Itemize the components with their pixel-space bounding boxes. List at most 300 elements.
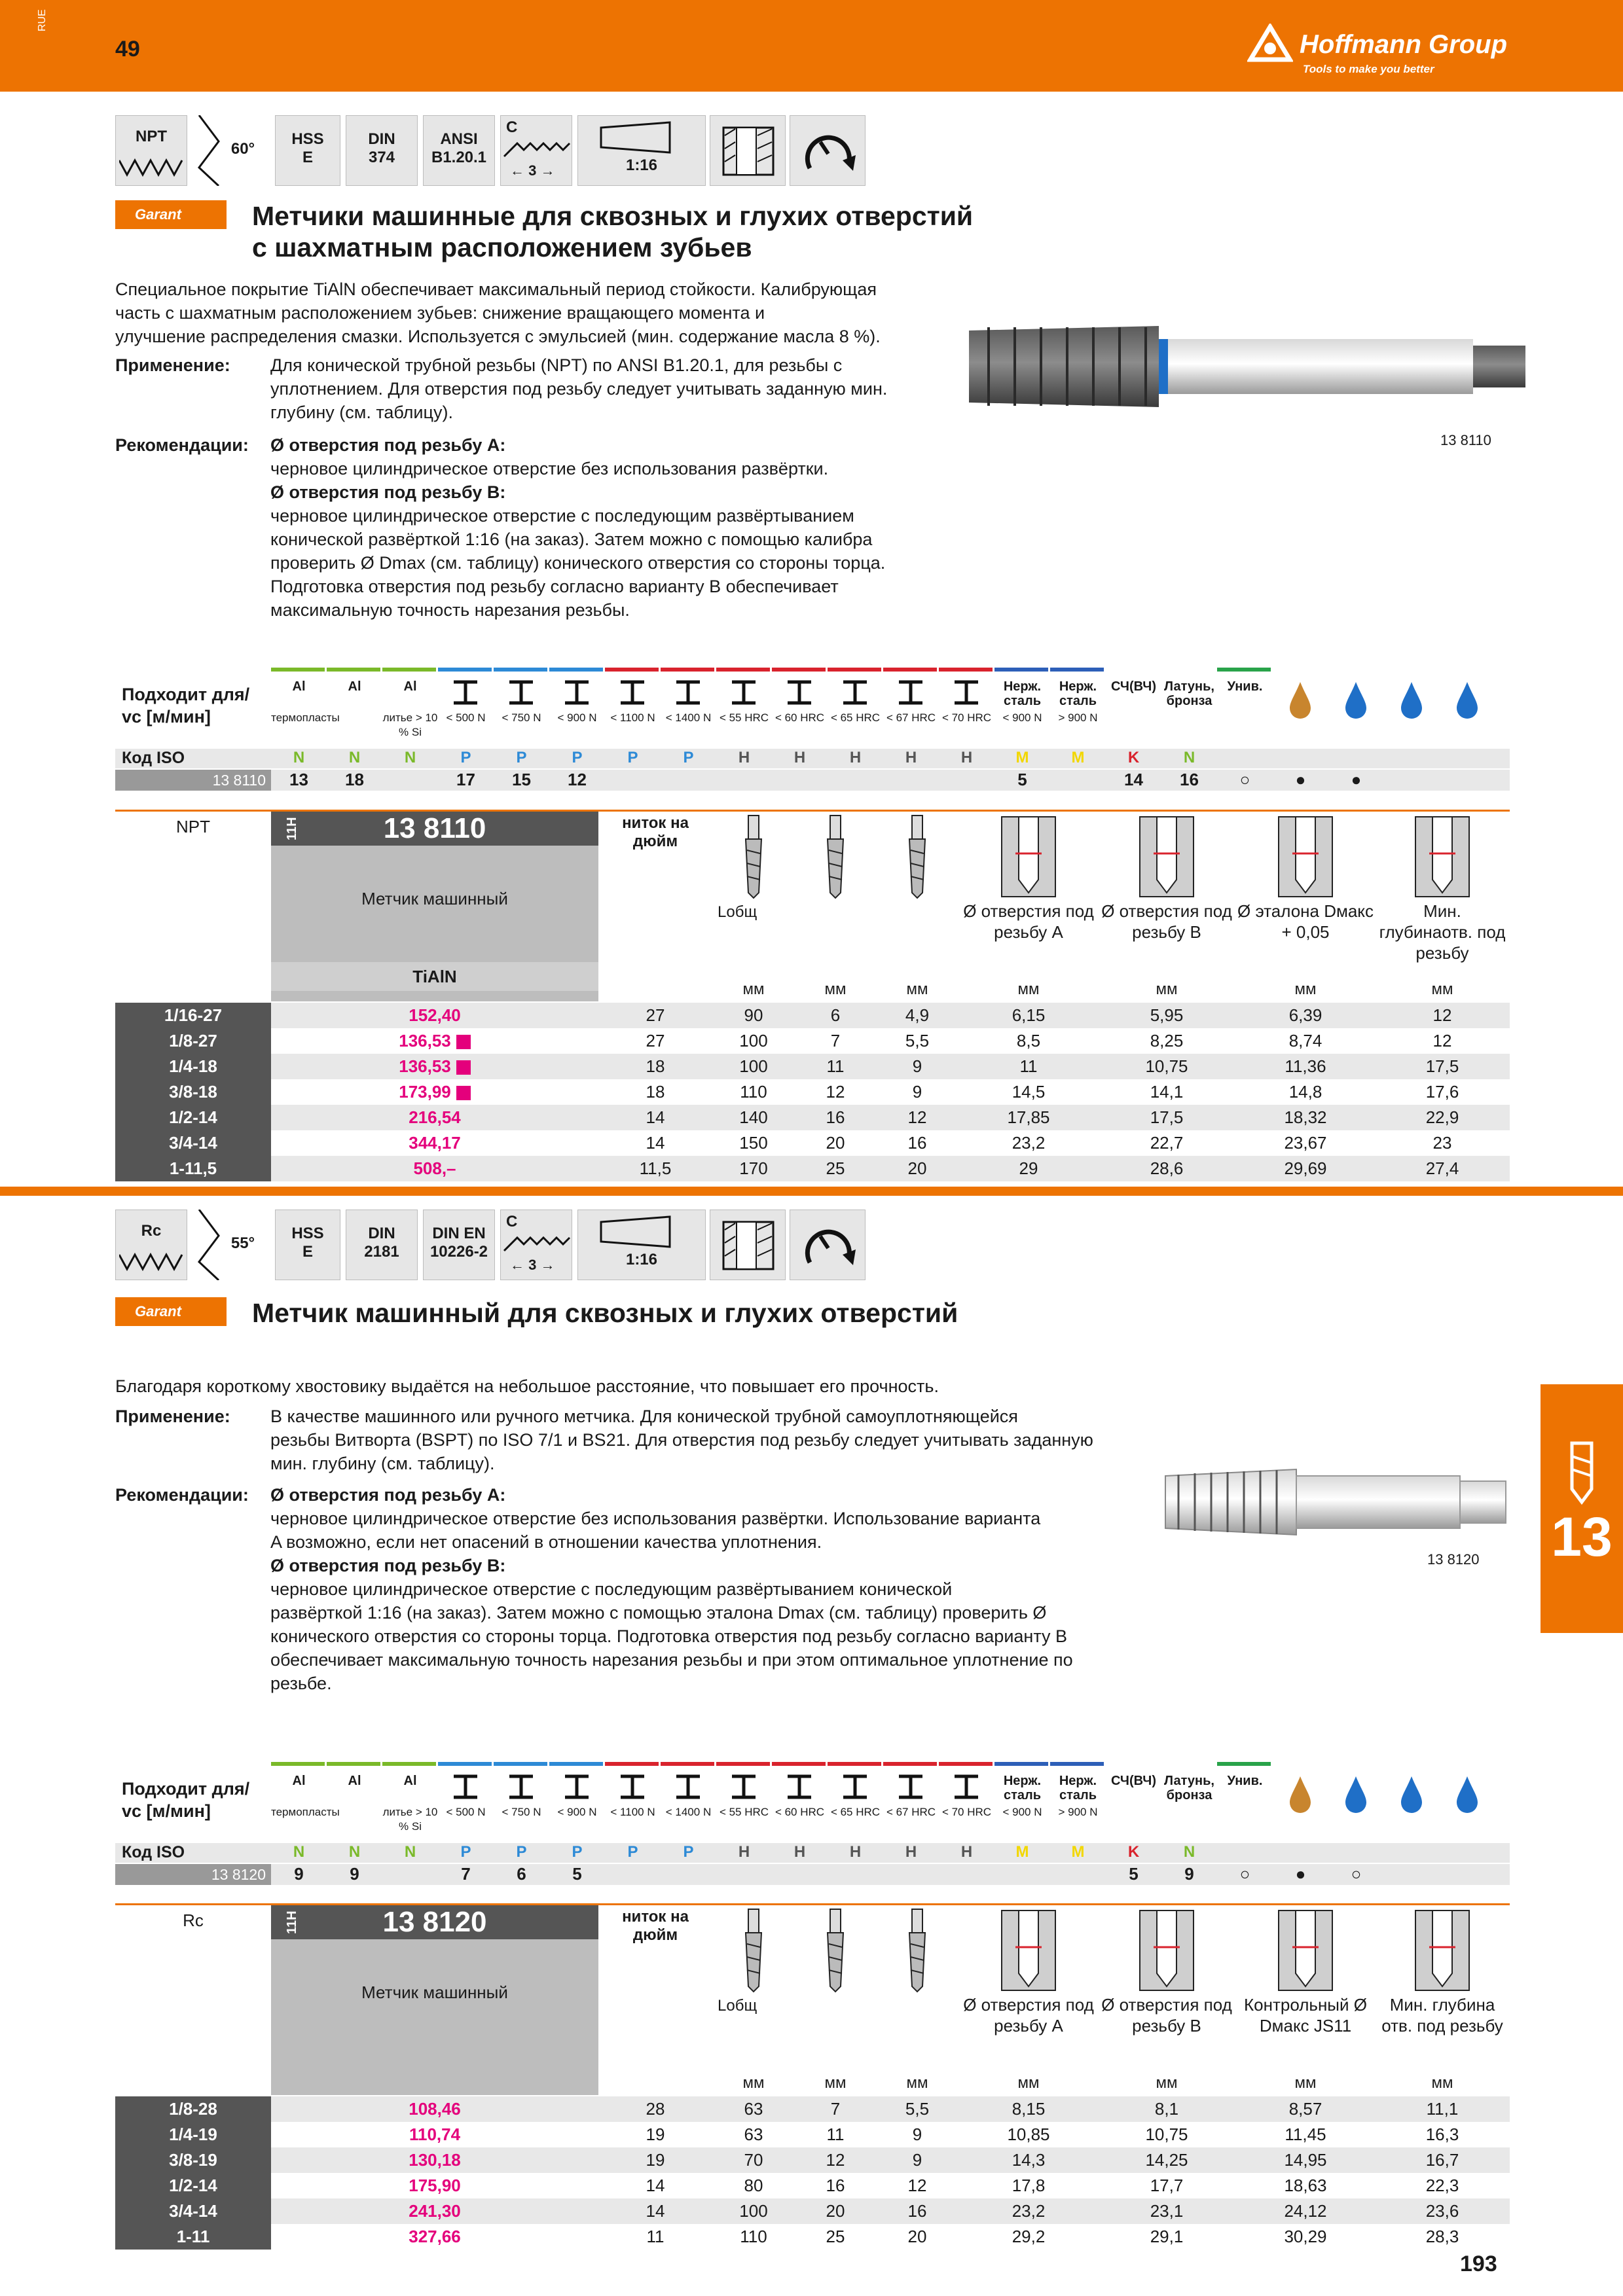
table-row xyxy=(115,2147,1510,2173)
description-line: улучшение распределения смазки. Используется с эмульсией (мин. содержание масла 8 %). xyxy=(115,327,881,346)
tap-description: Метчик машинный xyxy=(361,1982,508,2002)
chamfer-label: C xyxy=(506,1213,518,1230)
oil-drop-icon xyxy=(1286,679,1315,719)
material-spec: < 55 HRC xyxy=(719,1806,769,1818)
cell-value: 27 xyxy=(646,1005,665,1025)
hole-dimension-icon xyxy=(1137,1908,1196,1993)
suitable-label: Подходит для/ xyxy=(122,1779,250,1799)
cell-value: 11,36 xyxy=(1285,1056,1326,1076)
iso-label: Код ISO xyxy=(122,1843,185,1861)
cell-value: 16 xyxy=(907,2201,927,2221)
cell-value: 14 xyxy=(646,1133,665,1153)
standards-icon-row xyxy=(115,115,835,187)
tap-dimension-icon xyxy=(742,1908,765,1993)
hole-dimension-icon xyxy=(1276,1908,1335,1993)
cell-value: 5,5 xyxy=(905,1031,930,1050)
material-color-bar xyxy=(1328,668,1382,672)
column-header: Контрольный Ø Dмакс JS11 xyxy=(1244,1995,1367,2036)
cell-value: 25 xyxy=(826,2227,845,2246)
thread-type-label: NPT xyxy=(136,128,167,145)
iso-code: M xyxy=(1071,749,1085,766)
cell-value: 7 xyxy=(830,1031,841,1050)
thread-size: 1/4-18 xyxy=(115,1054,271,1079)
recommendation-line: черновое цилиндрическое отверстие без использования развёртки. Использование варианта xyxy=(270,1509,1041,1528)
material-suitability-table xyxy=(115,1762,1510,1890)
price-value: 173,99 xyxy=(399,1082,451,1102)
material-spec: < 1100 N xyxy=(610,711,655,724)
unit-label: мм xyxy=(1156,2074,1178,2092)
material-name: Латунь, бронза xyxy=(1163,1774,1214,1803)
garant-badge: Garant xyxy=(115,200,227,229)
cell-value: 6,39 xyxy=(1288,1005,1322,1025)
cell-value: 18,63 xyxy=(1284,2176,1327,2195)
cell-value: 20 xyxy=(907,1158,927,1178)
price-value: 152,40 xyxy=(409,1005,461,1025)
cell-value: 17,5 xyxy=(1150,1107,1184,1127)
description-line: Специальное покрытие TiAlN обеспечивает максимальный период стойкости. Калибрующая xyxy=(115,279,877,299)
tap-image-npt xyxy=(962,314,1539,419)
hole-dimension-icon xyxy=(1413,814,1472,899)
speed-value: 6 xyxy=(517,1864,526,1884)
price xyxy=(271,2096,598,2122)
hole-dimension-icon xyxy=(1276,814,1335,899)
cell-value: 63 xyxy=(744,2099,763,2119)
tap-dimension-icon xyxy=(824,814,847,899)
material-spec: < 500 N xyxy=(446,1806,486,1818)
material-spec: < 67 HRC xyxy=(886,1806,936,1818)
iso-code: M xyxy=(1015,749,1029,766)
recommendation-line: конической развёрткой 1:16 (на заказ). Затем можно с помощью калибра xyxy=(270,529,873,549)
cell-value: 14,3 xyxy=(1012,2150,1046,2170)
price-value: 110,74 xyxy=(409,2125,461,2144)
cell-value: 16 xyxy=(826,1107,845,1127)
cell-value: 110 xyxy=(740,1082,767,1102)
material-color-bar xyxy=(772,1762,826,1766)
material-color-bar xyxy=(716,1762,770,1766)
material-spec: < 70 HRC xyxy=(941,1806,992,1818)
iso-code: N xyxy=(404,749,416,766)
material-spec: < 60 HRC xyxy=(775,711,825,724)
cell-value: 8,1 xyxy=(1154,2099,1179,2119)
unit-label: мм xyxy=(1017,2074,1040,2092)
material-name: Нерж. сталь xyxy=(1003,1774,1042,1803)
material-color-bar xyxy=(883,1762,937,1766)
icon-label: HSS E xyxy=(291,1225,324,1261)
angle-label: 60° xyxy=(230,140,255,158)
price xyxy=(271,2224,598,2250)
column-header: Ø отверстия под резьбу B xyxy=(1101,901,1232,942)
cell-value: 140 xyxy=(739,1107,768,1127)
steel-profile-icon xyxy=(841,1774,869,1800)
material-color-bar xyxy=(1106,1762,1159,1766)
recommendation-line: конического отверстия со стороны торца. Подготовка отверстия под резьбу согласно варианту B xyxy=(270,1626,1068,1646)
material-spec: > 900 N xyxy=(1058,1806,1098,1818)
article-number-label: 13 8110 xyxy=(383,812,486,844)
application-label: Применение: xyxy=(115,1407,230,1426)
speed-value: 16 xyxy=(1180,770,1199,789)
iso-code: P xyxy=(627,1843,638,1861)
cell-value: 20 xyxy=(826,1133,845,1153)
recommendations-label: Рекомендации: xyxy=(115,1485,249,1505)
cell-value: 5,5 xyxy=(905,2099,930,2119)
cell-value: 110 xyxy=(740,2227,767,2246)
material-spec: < 750 N xyxy=(501,711,541,724)
speed-value: 9 xyxy=(350,1864,359,1884)
speed-value: 9 xyxy=(1184,1864,1194,1884)
hole-type-icon xyxy=(710,1210,786,1280)
speed-value: 17 xyxy=(456,770,475,789)
material-color-bar xyxy=(382,668,436,672)
cell-value: 90 xyxy=(744,1005,763,1025)
iso-code: P xyxy=(683,749,694,766)
iso-code: H xyxy=(793,1843,806,1861)
cell-value: 5,95 xyxy=(1150,1005,1184,1025)
chamfer-length: ← 3 → xyxy=(510,1257,555,1273)
article-code: 13 8110 xyxy=(115,770,271,791)
material-color-bar xyxy=(1050,1762,1104,1766)
taper-icon xyxy=(577,1210,706,1280)
recommendations-label: Рекомендации: xyxy=(115,435,249,455)
cell-value: 150 xyxy=(739,1133,768,1153)
steel-profile-icon xyxy=(785,1774,814,1800)
cell-value: 29,1 xyxy=(1150,2227,1184,2246)
thread-size: 1-11 xyxy=(115,2224,271,2250)
tap-description: Метчик машинный xyxy=(361,889,508,908)
material-spec: < 55 HRC xyxy=(719,711,769,724)
recommendation-line: черновое цилиндрическое отверстие с последующим развёртыванием конической xyxy=(270,1579,953,1599)
language-code: RUE xyxy=(37,9,48,31)
iso-code: M xyxy=(1071,1843,1085,1861)
material-color-bar xyxy=(605,668,659,672)
hole-dimension-icon xyxy=(999,814,1058,899)
column-header: Ø эталона Dмакс + 0,05 xyxy=(1237,901,1374,942)
cell-value: 18 xyxy=(646,1082,665,1102)
cell-value: 18 xyxy=(646,1056,665,1076)
cell-value: 8,5 xyxy=(1016,1031,1041,1050)
stock-marker xyxy=(456,1060,471,1075)
article-number xyxy=(271,812,598,846)
iso-code: N xyxy=(293,1843,305,1861)
speed-value: 5 xyxy=(1129,1864,1139,1884)
unit-label: мм xyxy=(1431,2074,1453,2092)
material-color-bar xyxy=(1384,1762,1438,1766)
cell-value: 30,29 xyxy=(1284,2227,1327,2246)
steel-profile-icon xyxy=(507,679,536,706)
table-row xyxy=(115,2122,1510,2147)
cell-value: 80 xyxy=(744,2176,763,2195)
steel-profile-icon xyxy=(896,1774,925,1800)
speed-value: 15 xyxy=(512,770,531,789)
iso-code: P xyxy=(460,749,471,766)
price xyxy=(271,2147,598,2173)
material-spec: < 900 N xyxy=(1002,1806,1042,1818)
iso-code: H xyxy=(793,749,806,766)
price-value: 241,30 xyxy=(409,2201,461,2221)
cell-value: 23,2 xyxy=(1012,1133,1046,1153)
cell-value: 6,15 xyxy=(1012,1005,1046,1025)
table-row xyxy=(115,1156,1510,1181)
steel-profile-icon xyxy=(841,679,869,706)
price xyxy=(271,1130,598,1156)
material-color-bar xyxy=(549,1762,603,1766)
material-color-bar xyxy=(1161,668,1215,672)
material-suitability-table xyxy=(115,668,1510,795)
section-subtitle: с шахматным расположением зубьев xyxy=(252,232,752,262)
steel-profile-icon xyxy=(562,1774,591,1800)
rotation-icon xyxy=(790,1210,866,1280)
cell-value: 14,95 xyxy=(1284,2150,1327,2170)
emulsion-drop-icon xyxy=(1341,679,1370,719)
cell-value: 170 xyxy=(739,1158,768,1178)
material-spec: < 500 N xyxy=(446,711,486,724)
cell-value: 8,15 xyxy=(1012,2099,1046,2119)
material-spec: < 1400 N xyxy=(665,711,712,724)
cell-value: 9 xyxy=(912,1082,922,1102)
din-icon xyxy=(346,115,418,186)
thread-type-label: Rc xyxy=(141,1222,162,1240)
material-color-bar xyxy=(605,1762,659,1766)
cell-value: 8,25 xyxy=(1150,1031,1184,1050)
cell-value: 4,9 xyxy=(905,1005,930,1025)
cell-value: 11 xyxy=(826,1056,845,1076)
tap-image-rc xyxy=(1159,1456,1519,1548)
iso-code: P xyxy=(516,749,527,766)
cell-value: 16,3 xyxy=(1425,2125,1459,2144)
cell-value: 29,69 xyxy=(1284,1158,1327,1178)
taper-label: 1:16 xyxy=(625,156,658,174)
table-row xyxy=(115,2198,1510,2224)
speed-value: ○ xyxy=(1239,1864,1250,1884)
cell-value: 7 xyxy=(830,2099,841,2119)
speed-label: vc [м/мин] xyxy=(122,1801,211,1821)
material-spec: < 750 N xyxy=(501,1806,541,1818)
iso-code: N xyxy=(404,1843,416,1861)
cell-value: 28,3 xyxy=(1425,2227,1459,2246)
speed-value: ● xyxy=(1295,770,1306,789)
material-color-bar xyxy=(772,668,826,672)
cell-value: 29,2 xyxy=(1012,2227,1046,2246)
thread-type-icon xyxy=(115,115,187,186)
rotation-icon xyxy=(790,115,866,186)
speed-value: ○ xyxy=(1239,770,1250,789)
material-spec: литье > 10 % Si xyxy=(382,1806,438,1833)
section-title: Метчик машинный для сквозных и глухих отверстий xyxy=(252,1298,958,1328)
recommendation-line: обеспечивает максимальную точность нарезания резьбы и при этом оптимальное уплотнение по xyxy=(270,1650,1073,1670)
material-spec: < 900 N xyxy=(557,711,597,724)
steel-profile-icon xyxy=(952,679,981,706)
material-color-bar xyxy=(1440,668,1493,672)
application-line: глубину (см. таблицу). xyxy=(270,403,453,422)
cell-value: 12 xyxy=(1432,1005,1452,1025)
material-color-bar xyxy=(661,668,714,672)
price-value: 130,18 xyxy=(409,2150,461,2170)
steel-profile-icon xyxy=(785,679,814,706)
column-header: Мин. глубинаотв. под резьбу xyxy=(1379,901,1506,963)
unit-label: мм xyxy=(906,980,928,998)
unit-label: мм xyxy=(1294,980,1317,998)
suitable-label: Подходит для/ xyxy=(122,685,250,704)
material-color-bar xyxy=(1217,1762,1271,1766)
table-row xyxy=(115,1130,1510,1156)
material-spec: < 70 HRC xyxy=(941,711,992,724)
material-spec: < 60 HRC xyxy=(775,1806,825,1818)
cell-value: 23,6 xyxy=(1425,2201,1459,2221)
chamfer-label: C xyxy=(506,118,518,136)
iso-code: N xyxy=(293,749,305,766)
material-name: Al xyxy=(403,1774,417,1788)
material-spec: < 65 HRC xyxy=(830,711,881,724)
cell-value: 22,7 xyxy=(1150,1133,1184,1153)
hole-dimension-icon xyxy=(1137,814,1196,899)
cell-value: 14,25 xyxy=(1145,2150,1188,2170)
din-icon xyxy=(346,1210,418,1280)
speed-value: ● xyxy=(1295,1864,1306,1884)
cell-value: 14 xyxy=(646,2201,665,2221)
cell-value: 100 xyxy=(739,1056,768,1076)
cell-value: 25 xyxy=(826,1158,845,1178)
unit-label: мм xyxy=(906,2074,928,2092)
price xyxy=(271,1156,598,1181)
speed-value: 5 xyxy=(572,1864,582,1884)
page-number: 193 xyxy=(1460,2251,1497,2276)
recommendation-line: максимальную точность нарезания резьбы. xyxy=(270,600,630,620)
column-header: Ø отверстия под резьбу B xyxy=(1101,1995,1232,2036)
cell-value: 11 xyxy=(826,2125,845,2144)
price xyxy=(271,2173,598,2198)
cell-value: 63 xyxy=(744,2125,763,2144)
thread-angle-icon xyxy=(192,1210,270,1280)
steel-profile-icon xyxy=(451,679,480,706)
material-name: Нерж. сталь xyxy=(1059,679,1097,708)
dry-icon xyxy=(1453,679,1482,719)
steel-profile-icon xyxy=(952,1774,981,1800)
cell-value: 17,6 xyxy=(1425,1082,1459,1102)
application-line: В качестве машинного или ручного метчика. Для конической трубной самоуплотняющейся xyxy=(270,1407,1018,1426)
material-color-bar xyxy=(939,1762,993,1766)
tpi-header: ниток на дюйм xyxy=(622,1908,689,1944)
unit-label: мм xyxy=(1294,2074,1317,2092)
price xyxy=(271,1003,598,1028)
material-name: Al xyxy=(348,1774,361,1788)
product-description: Благодаря короткому хвостовику выдаётся на небольшое расстояние, что повышает его прочность. xyxy=(115,1376,939,1396)
cell-value: 27 xyxy=(646,1031,665,1050)
recommendation-line: Подготовка отверстия под резьбу согласно варианту B обеспечивает xyxy=(270,577,839,596)
steel-profile-icon xyxy=(618,1774,647,1800)
application-text xyxy=(270,1405,1161,1475)
article-code: 13 8120 xyxy=(115,1864,271,1885)
tpi-header: ниток на дюйм xyxy=(622,814,689,850)
cell-value: 12 xyxy=(907,1107,927,1127)
iso-code: H xyxy=(849,1843,862,1861)
description-line: часть с шахматным расположением зубьев: снижение вращающего момента и xyxy=(115,303,765,323)
cell-value: 16 xyxy=(826,2176,845,2195)
cell-value: 19 xyxy=(646,2125,665,2144)
cell-value: 8,74 xyxy=(1288,1031,1322,1050)
cell-value: 23 xyxy=(1432,1133,1452,1153)
steel-profile-icon xyxy=(674,679,702,706)
thread-size: 1/2-14 xyxy=(115,1105,271,1130)
material-name: Al xyxy=(348,679,361,694)
cell-value: 17,7 xyxy=(1150,2176,1184,2195)
product-description xyxy=(115,278,953,348)
recommendation-line: проверить Ø Dmax (см. таблицу) конического отверстия со стороны торца. xyxy=(270,553,886,573)
material-color-bar xyxy=(327,1762,380,1766)
material-color-bar xyxy=(1440,1762,1493,1766)
application-line: Для конической трубной резьбы (NPT) по ANSI B1.20.1, для резьбы с xyxy=(270,355,843,375)
icon-label: ANSI B1.20.1 xyxy=(431,130,487,166)
material-color-bar xyxy=(1384,668,1438,672)
cell-value: 100 xyxy=(739,1031,768,1050)
cell-value: 28,6 xyxy=(1150,1158,1184,1178)
steel-profile-icon xyxy=(729,679,758,706)
steel-profile-icon xyxy=(674,1774,702,1800)
material-spec: < 900 N xyxy=(1002,711,1042,724)
table-row xyxy=(115,1054,1510,1079)
iso-code: K xyxy=(1127,1843,1140,1861)
hole-dimension-icon xyxy=(999,1908,1058,1993)
speed-value: 12 xyxy=(568,770,587,789)
stock-marker xyxy=(456,1035,471,1049)
iso-code: H xyxy=(905,749,917,766)
material-name: Латунь, бронза xyxy=(1163,679,1214,708)
tap-dimension-icon xyxy=(905,814,929,899)
icon-label: HSS E xyxy=(291,130,324,166)
material-color-bar xyxy=(438,668,492,672)
recommendation-line: Ø отверстия под резьбу B: xyxy=(270,1556,506,1575)
speed-label: vc [м/мин] xyxy=(122,707,211,726)
steel-profile-icon xyxy=(896,679,925,706)
material-name: Унив. xyxy=(1227,679,1263,694)
speed-value: ● xyxy=(1351,770,1362,789)
recommendation-line: черновое цилиндрическое отверстие с последующим развёртыванием xyxy=(270,506,854,526)
material-color-bar xyxy=(271,668,325,672)
cell-value: 20 xyxy=(907,2227,927,2246)
material-name: СЧ(ВЧ) xyxy=(1110,679,1157,694)
table-row xyxy=(115,1079,1510,1105)
cell-value: 28 xyxy=(646,2099,665,2119)
thread-size: 1/8-27 xyxy=(115,1028,271,1054)
application-line: мин. глубину (см. таблицу). xyxy=(270,1454,495,1473)
thread-size: 3/4-14 xyxy=(115,1130,271,1156)
icon-label: DIN EN 10226-2 xyxy=(429,1225,488,1261)
iso-code: P xyxy=(460,1843,471,1861)
cell-value: 70 xyxy=(744,2150,763,2170)
recommendation-line: черновое цилиндрическое отверстие без использования развёртки. xyxy=(270,459,829,478)
material-color-bar xyxy=(549,668,603,672)
iso-code: K xyxy=(1127,749,1140,766)
recommendation-line: A возможно, если нет опасений в отношении качества уплотнения. xyxy=(270,1532,822,1552)
article-number xyxy=(271,1905,598,1939)
material-spec: < 65 HRC xyxy=(830,1806,881,1818)
cell-value: 9 xyxy=(912,2150,922,2170)
material-name: Al xyxy=(403,679,417,694)
spray-icon xyxy=(1397,1774,1426,1813)
iso-code: H xyxy=(849,749,862,766)
cell-value: 11,5 xyxy=(639,1158,672,1178)
unit-label: мм xyxy=(824,980,847,998)
steel-profile-icon xyxy=(507,1774,536,1800)
tap-dimension-icon xyxy=(742,814,765,899)
unit-label: мм xyxy=(742,980,765,998)
material-spec: литье > 10 % Si xyxy=(382,711,438,738)
coating-label: TiAlN xyxy=(271,962,598,991)
recommendation-line: Ø отверстия под резьбу B: xyxy=(270,482,506,502)
thread-size: 1/8-28 xyxy=(115,2096,271,2122)
taper-icon xyxy=(577,115,706,186)
cell-value: 29 xyxy=(1019,1158,1038,1178)
cell-value: 10,75 xyxy=(1145,2125,1188,2144)
product-data-table xyxy=(115,812,1510,1178)
